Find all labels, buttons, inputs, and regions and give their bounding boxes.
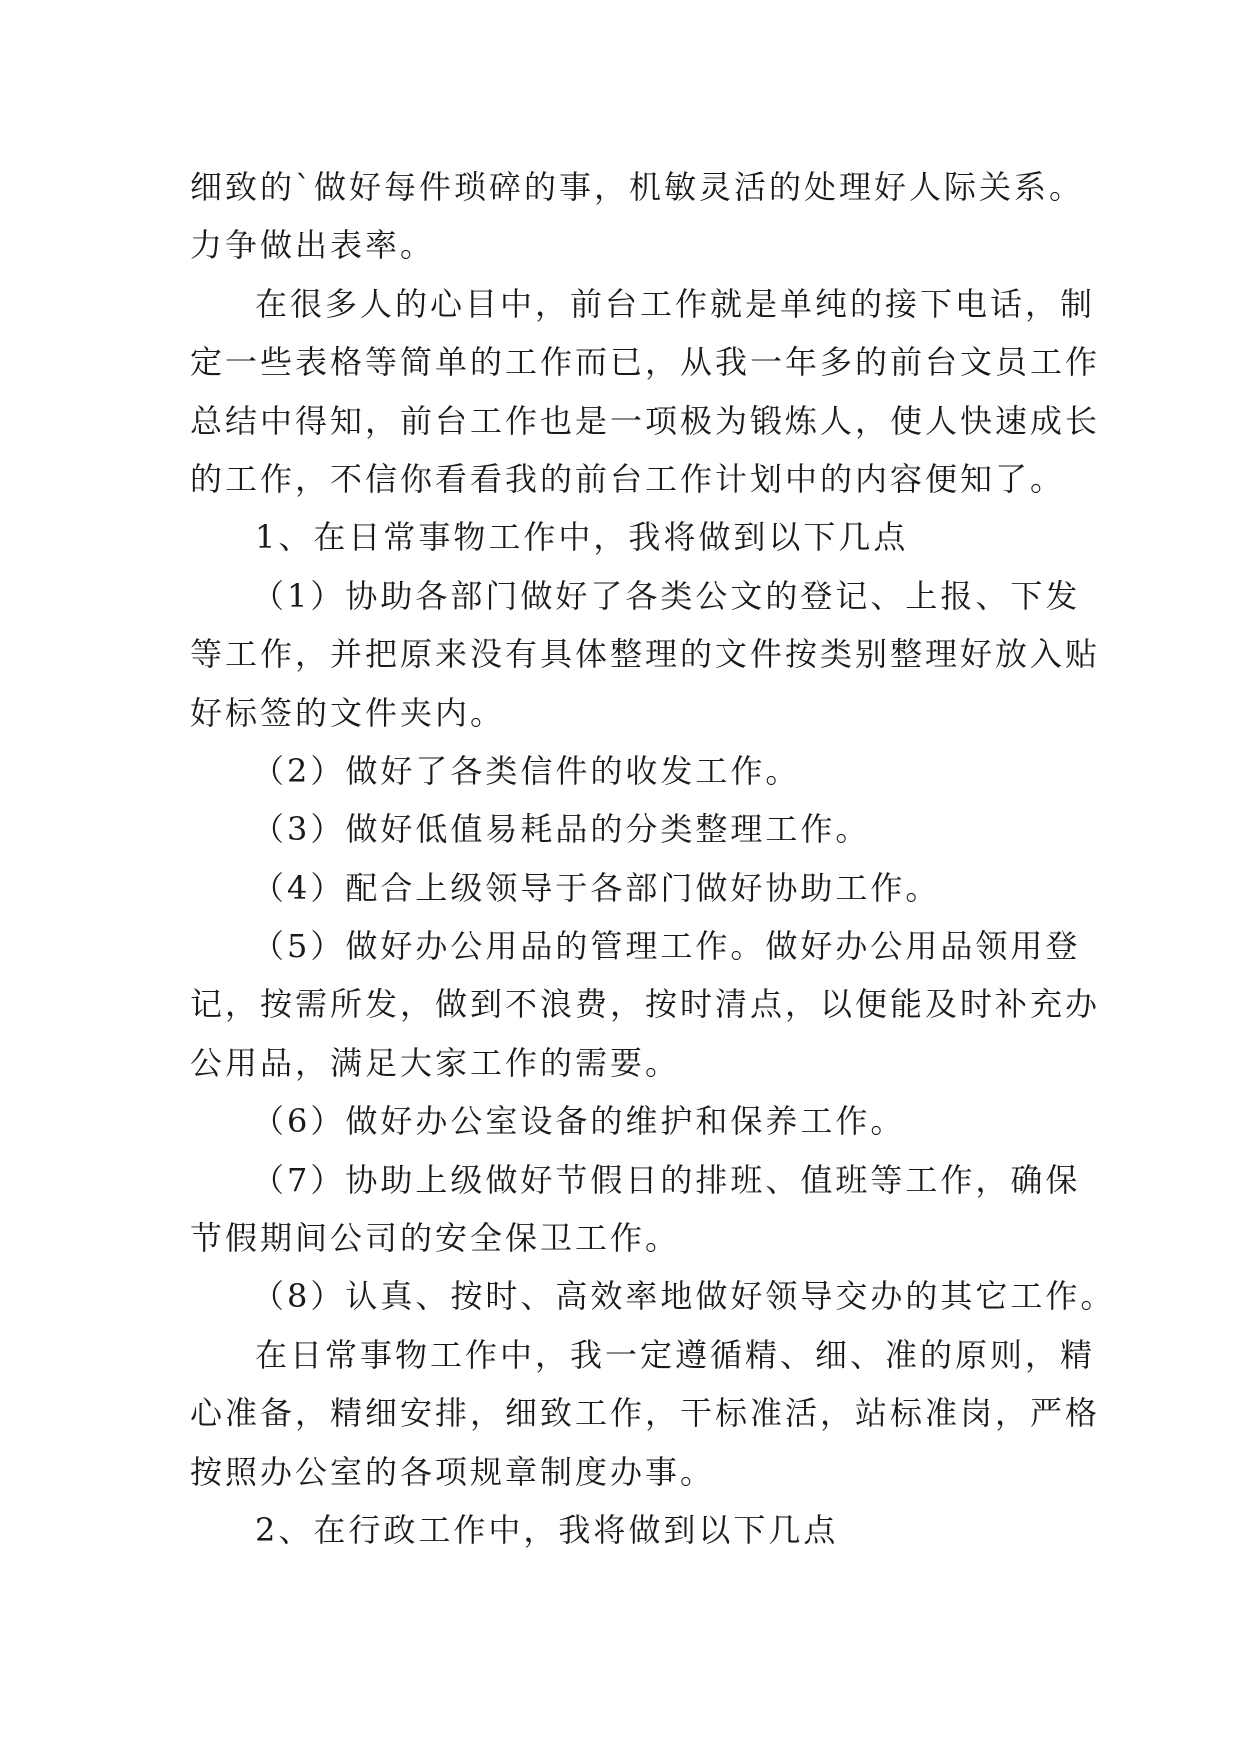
text-line: （6）做好办公室设备的维护和保养工作。 — [252, 1102, 906, 1141]
text-line: 细致的`做好每件琐碎的事，机敏灵活的处理好人际关系。 — [190, 168, 1085, 206]
text-line: 记，按需所发，做到不浪费，按时清点，以便能及时补充办 — [190, 985, 1101, 1024]
text-line: 按照办公室的各项规章制度办事。 — [190, 1452, 716, 1491]
section-heading: 1、在日常事物工作中，我将做到以下几点 — [255, 518, 909, 557]
text-line: 在日常事物工作中，我一定遵循精、细、准的原则，精 — [255, 1335, 1096, 1374]
text-line: 好标签的文件夹内。 — [190, 693, 506, 732]
text-line: 公用品，满足大家工作的需要。 — [190, 1043, 681, 1082]
text-line: （1）协助各部门做好了各类公文的登记、上报、下发 — [252, 576, 1081, 615]
section-heading: 2、在行政工作中，我将做到以下几点 — [255, 1510, 839, 1549]
text-line: 等工作，并把原来没有具体整理的文件按类别整理好放入贴 — [190, 635, 1101, 674]
text-line: 的工作，不信你看看我的前台工作计划中的内容便知了。 — [190, 459, 1066, 498]
text-line: （8）认真、按时、高效率地做好领导交办的其它工作。 — [252, 1277, 1116, 1316]
text-line: （5）做好办公用品的管理工作。做好办公用品领用登 — [252, 927, 1081, 966]
text-line: （2）做好了各类信件的收发工作。 — [252, 751, 801, 790]
text-line: 节假期间公司的安全保卫工作。 — [190, 1219, 681, 1258]
text-line: （4）配合上级领导于各部门做好协助工作。 — [252, 868, 941, 907]
text-line: 心准备，精细安排，细致工作，干标准活，站标准岗，严格 — [190, 1394, 1101, 1433]
text-line: （3）做好低值易耗品的分类整理工作。 — [252, 810, 871, 849]
text-line: 力争做出表率。 — [190, 226, 436, 265]
document-body — [190, 158, 1116, 1559]
text-line: 定一些表格等简单的工作而已，从我一年多的前台文员工作 — [190, 343, 1101, 382]
text-line: 在很多人的心目中，前台工作就是单纯的接下电话，制 — [255, 284, 1096, 323]
text-line: （7）协助上级做好节假日的排班、值班等工作，确保 — [252, 1160, 1081, 1199]
text-line: 总结中得知，前台工作也是一项极为锻炼人，使人快速成长 — [190, 401, 1101, 440]
